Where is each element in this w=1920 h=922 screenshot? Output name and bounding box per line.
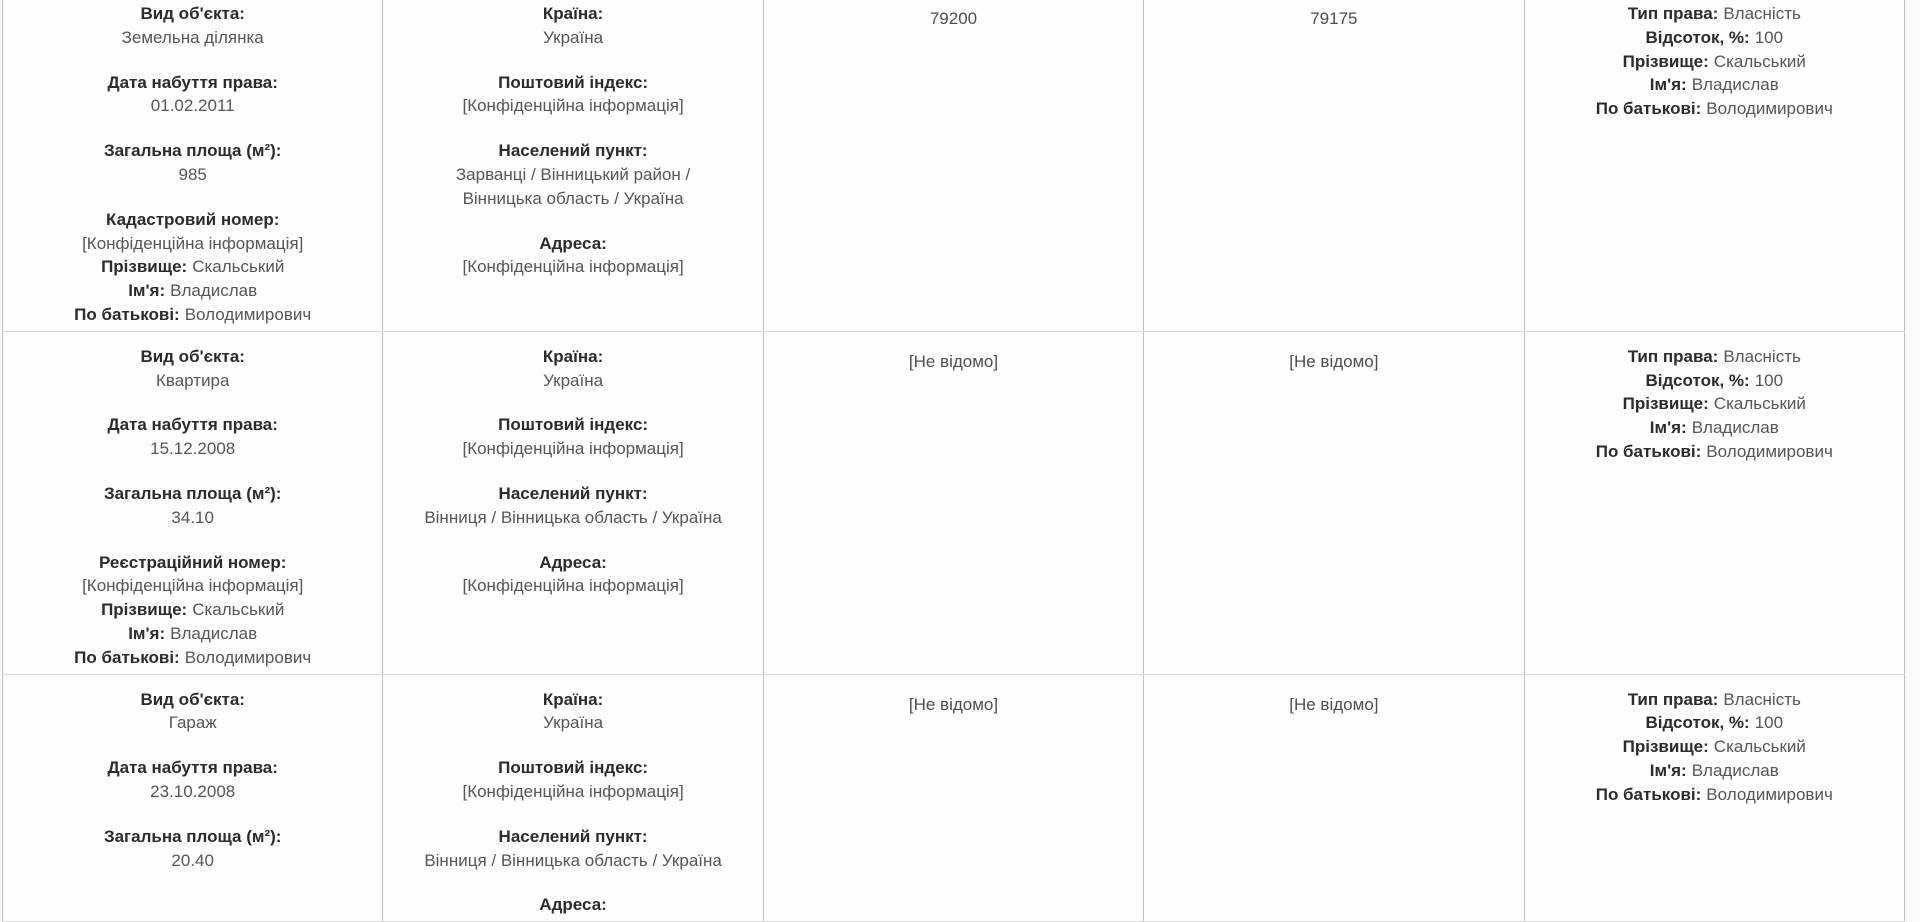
field-pair bbox=[15, 279, 370, 303]
field-label: Дата набуття права: bbox=[107, 415, 278, 435]
field-pair bbox=[15, 646, 370, 670]
field-label: Загальна площа (м²): bbox=[103, 826, 282, 846]
field-block bbox=[395, 2, 750, 50]
table-row bbox=[3, 0, 1905, 331]
field-value: Земельна ділянка bbox=[121, 27, 264, 47]
field-pair bbox=[1537, 759, 1892, 783]
location-cell bbox=[383, 674, 763, 922]
pair-label: Ім'я: bbox=[1649, 418, 1687, 438]
pair-label: Прізвище: bbox=[1622, 51, 1709, 71]
field-label: Адреса: bbox=[539, 233, 607, 253]
field-pair bbox=[1537, 392, 1892, 416]
valuation-cell-1 bbox=[763, 331, 1143, 674]
field-label: Вид об'єкта: bbox=[140, 346, 245, 366]
pair-label: По батькові: bbox=[1595, 441, 1702, 461]
field-block bbox=[15, 756, 370, 804]
field-value: 15.12.2008 bbox=[150, 439, 236, 459]
pair-value: Володимирович bbox=[1706, 784, 1833, 804]
field-pair bbox=[15, 598, 370, 622]
valuation-value: [Не відомо] bbox=[1289, 351, 1379, 371]
table-row bbox=[3, 331, 1905, 674]
valuation-value: 79200 bbox=[929, 9, 978, 28]
field-label: Поштовий індекс: bbox=[498, 758, 649, 778]
pair-value: Володимирович bbox=[1706, 99, 1833, 119]
field-value: [Конфіденційна інформація] bbox=[462, 781, 684, 801]
field-label: Дата набуття права: bbox=[107, 72, 278, 92]
pair-label: По батькові: bbox=[74, 647, 180, 667]
field-pair bbox=[1537, 416, 1892, 440]
field-pair bbox=[1537, 50, 1892, 74]
field-block bbox=[15, 413, 370, 461]
pair-value: Скальський bbox=[192, 257, 285, 277]
field-block bbox=[1537, 2, 1892, 121]
pair-value: Володимирович bbox=[1706, 441, 1833, 461]
rights-cell bbox=[1524, 674, 1904, 922]
field-label: Країна: bbox=[542, 346, 604, 366]
field-value: [Конфіденційна інформація] bbox=[82, 233, 304, 253]
location-cell bbox=[383, 331, 763, 674]
pair-label: Ім'я: bbox=[1649, 760, 1687, 780]
field-value: [Конфіденційна інформація] bbox=[82, 576, 304, 596]
pair-value: Власність bbox=[1723, 346, 1801, 366]
field-pair bbox=[1537, 783, 1892, 807]
field-block bbox=[395, 756, 750, 804]
field-block bbox=[395, 71, 750, 119]
field-block bbox=[15, 345, 370, 393]
pair-value: Скальський bbox=[1713, 394, 1806, 414]
real-estate-table bbox=[2, 0, 1905, 922]
pair-value: Скальський bbox=[1713, 51, 1806, 71]
valuation-value: [Не відомо] bbox=[1289, 694, 1379, 714]
field-block bbox=[15, 2, 370, 50]
pair-value: 100 bbox=[1754, 713, 1784, 733]
field-value: Вінниця / Вінницька область / Україна bbox=[424, 850, 722, 870]
valuation-cell-1 bbox=[763, 674, 1143, 922]
pair-label: Відсоток, %: bbox=[1645, 27, 1750, 47]
pair-label: Прізвище: bbox=[1622, 394, 1709, 414]
table-body bbox=[3, 0, 1905, 922]
pair-label: По батькові: bbox=[1595, 99, 1702, 119]
object-cell bbox=[3, 674, 383, 922]
field-pair bbox=[1537, 97, 1892, 121]
field-block bbox=[395, 688, 750, 736]
object-cell bbox=[3, 0, 383, 331]
field-pair bbox=[1537, 73, 1892, 97]
field-label: Дата набуття права: bbox=[107, 758, 278, 778]
field-pair bbox=[15, 622, 370, 646]
field-value: 20.40 bbox=[171, 850, 214, 870]
field-label: Адреса: bbox=[539, 552, 607, 572]
location-cell bbox=[383, 0, 763, 331]
field-value: 985 bbox=[178, 164, 207, 184]
pair-label: Ім'я: bbox=[1649, 75, 1687, 95]
valuation-value: 79175 bbox=[1310, 9, 1358, 28]
field-value: [Конфіденційна інформація] bbox=[462, 257, 684, 277]
field-pair bbox=[15, 303, 370, 327]
pair-label: Тип права: bbox=[1627, 689, 1719, 709]
field-block bbox=[395, 825, 750, 873]
field-pair bbox=[1537, 440, 1892, 464]
field-value: [Конфіденційна інформація] bbox=[462, 96, 684, 116]
pair-value: Скальський bbox=[1713, 737, 1806, 757]
valuation-cell-1 bbox=[763, 0, 1143, 331]
valuation-cell-2 bbox=[1144, 674, 1524, 922]
field-value: [Конфіденційна інформація] bbox=[462, 439, 684, 459]
pair-label: Прізвище: bbox=[101, 257, 188, 277]
rights-cell bbox=[1524, 331, 1904, 674]
field-label: Вид об'єкта: bbox=[140, 689, 245, 709]
pair-value: Владислав bbox=[170, 281, 258, 301]
field-block bbox=[395, 482, 750, 530]
field-block bbox=[15, 551, 370, 670]
field-label: Адреса: bbox=[539, 895, 607, 915]
field-block bbox=[395, 413, 750, 461]
field-block bbox=[15, 71, 370, 119]
field-block bbox=[1537, 345, 1892, 464]
field-value: Вінниця / Вінницька область / Україна bbox=[424, 507, 722, 527]
object-cell bbox=[3, 331, 383, 674]
field-value: Зарванці / Вінницький район / bbox=[455, 164, 691, 184]
pair-label: Тип права: bbox=[1627, 4, 1719, 23]
valuation-cell-2 bbox=[1144, 0, 1524, 331]
pair-label: Відсоток, %: bbox=[1645, 370, 1750, 390]
field-pair bbox=[15, 255, 370, 279]
field-value: Вінницька область / Україна bbox=[462, 188, 684, 208]
table-row bbox=[3, 674, 1905, 922]
field-value: 23.10.2008 bbox=[150, 781, 236, 801]
pair-value: Владислав bbox=[1691, 75, 1779, 95]
field-value: Квартира bbox=[155, 370, 230, 390]
field-pair bbox=[1537, 345, 1892, 369]
pair-value: Володимирович bbox=[184, 304, 312, 324]
field-block bbox=[395, 139, 750, 210]
pair-label: По батькові: bbox=[1595, 784, 1702, 804]
pair-label: По батькові: bbox=[74, 304, 180, 324]
field-value: Гараж bbox=[168, 713, 217, 733]
field-block bbox=[15, 139, 370, 187]
pair-value: 100 bbox=[1754, 27, 1784, 47]
field-label: Населений пункт: bbox=[498, 141, 648, 161]
pair-value: Владислав bbox=[1691, 760, 1779, 780]
field-value: 34.10 bbox=[171, 507, 214, 527]
field-label: Вид об'єкта: bbox=[140, 4, 245, 23]
pair-value: 100 bbox=[1754, 370, 1784, 390]
pair-value: Владислав bbox=[1691, 418, 1779, 438]
pair-value: Владислав bbox=[170, 623, 258, 643]
field-label: Країна: bbox=[542, 4, 604, 23]
field-label: Населений пункт: bbox=[498, 483, 648, 503]
pair-label: Ім'я: bbox=[128, 623, 166, 643]
field-label: Загальна площа (м²): bbox=[103, 483, 282, 503]
field-pair bbox=[1537, 26, 1892, 50]
field-block bbox=[15, 825, 370, 873]
field-value: [Конфіденційна інформація] bbox=[462, 576, 684, 596]
field-block bbox=[395, 893, 750, 917]
field-label: Країна: bbox=[542, 689, 604, 709]
field-block bbox=[395, 345, 750, 393]
field-block bbox=[395, 551, 750, 599]
field-pair bbox=[1537, 735, 1892, 759]
declarations-table-viewport bbox=[2, 0, 1905, 922]
pair-label: Прізвище: bbox=[101, 600, 188, 620]
field-pair bbox=[1537, 688, 1892, 712]
field-label: Населений пункт: bbox=[498, 826, 648, 846]
valuation-value: [Не відомо] bbox=[908, 694, 999, 714]
field-block bbox=[15, 688, 370, 736]
field-block bbox=[1537, 688, 1892, 807]
field-value: Україна bbox=[543, 713, 604, 733]
pair-value: Власність bbox=[1723, 4, 1801, 23]
field-label: Реєстраційний номер: bbox=[98, 552, 287, 572]
valuation-value: [Не відомо] bbox=[908, 351, 999, 371]
field-label: Поштовий індекс: bbox=[498, 72, 649, 92]
field-pair bbox=[1537, 2, 1892, 26]
pair-label: Прізвище: bbox=[1622, 737, 1709, 757]
field-value: Україна bbox=[543, 370, 604, 390]
field-label: Поштовий індекс: bbox=[498, 415, 649, 435]
field-block bbox=[15, 208, 370, 327]
field-label: Кадастровий номер: bbox=[105, 209, 280, 229]
pair-value: Володимирович bbox=[184, 647, 312, 667]
pair-label: Тип права: bbox=[1627, 346, 1719, 366]
pair-label: Ім'я: bbox=[128, 281, 166, 301]
field-pair bbox=[1537, 369, 1892, 393]
valuation-cell-2 bbox=[1144, 331, 1524, 674]
field-block bbox=[395, 232, 750, 280]
field-value: 01.02.2011 bbox=[150, 96, 235, 116]
pair-value: Власність bbox=[1723, 689, 1801, 709]
pair-label: Відсоток, %: bbox=[1645, 713, 1750, 733]
field-pair bbox=[1537, 711, 1892, 735]
field-label: Загальна площа (м²): bbox=[103, 141, 282, 161]
field-block bbox=[15, 482, 370, 530]
field-value: Україна bbox=[543, 27, 604, 47]
pair-value: Скальський bbox=[192, 600, 285, 620]
rights-cell bbox=[1524, 0, 1904, 331]
